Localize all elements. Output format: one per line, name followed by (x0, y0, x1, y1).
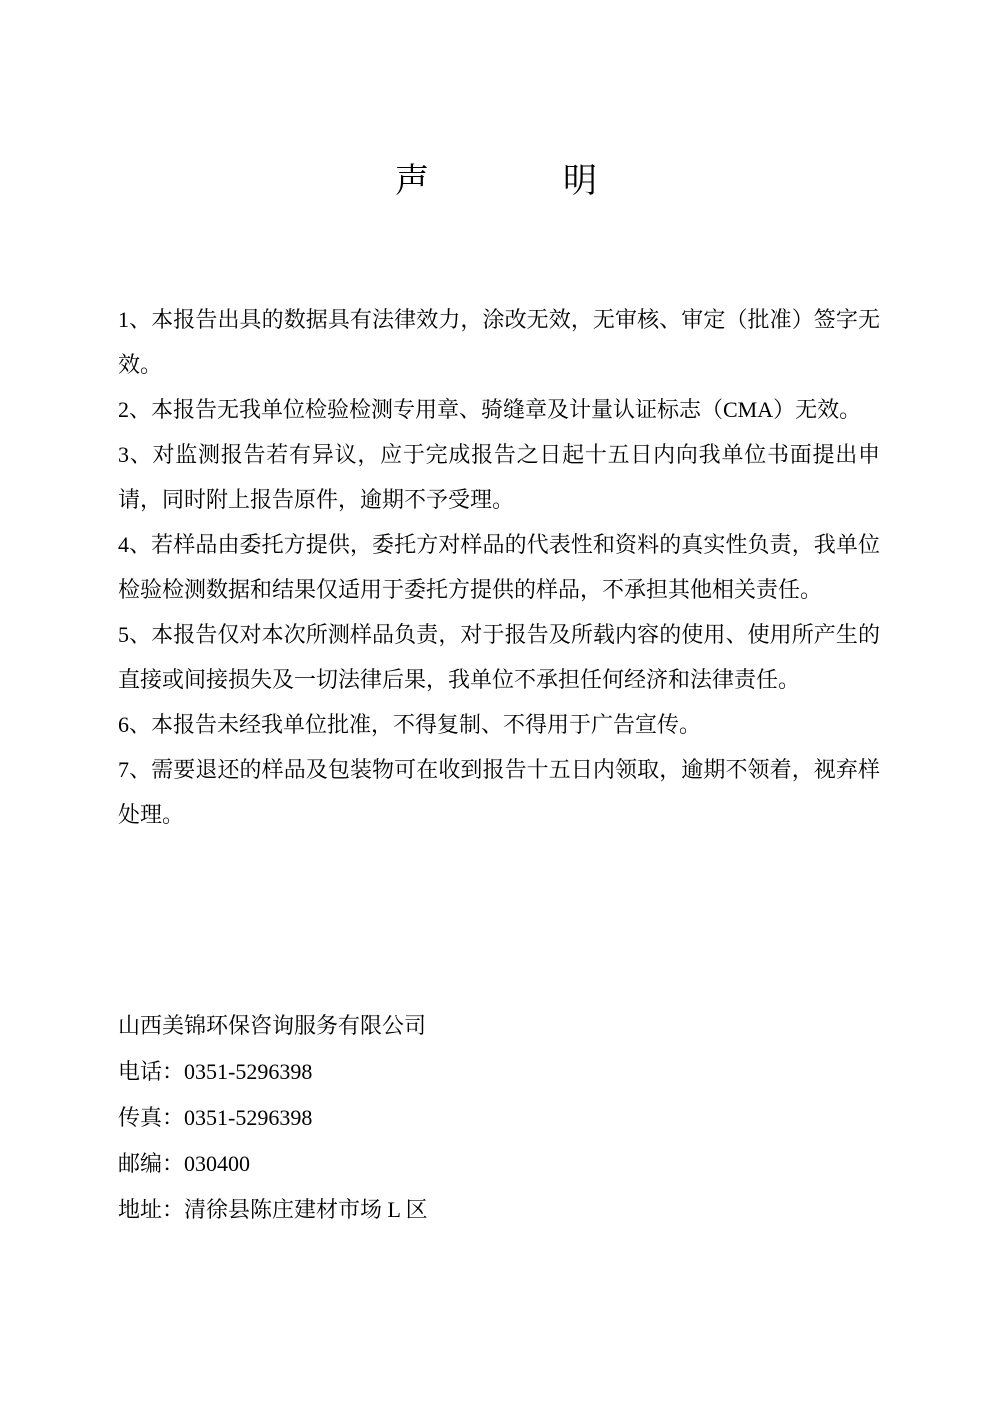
statement-item-1: 1、本报告出具的数据具有法律效力，涂改无效，无审核、审定（批准）签字无效。 (118, 307, 880, 377)
statement-item-4: 4、若样品由委托方提供，委托方对样品的代表性和资料的真实性负责，我单位检验检测数据和结果仅适用于委托方提供的样品，不承担其他相关责任。 (118, 532, 880, 602)
phone-line: 电话：0351-5296398 (118, 1059, 313, 1084)
contact-info (118, 1003, 718, 1233)
statement-item-5: 5、本报告仅对本次所测样品负责，对于报告及所载内容的使用、使用所产生的直接或间接损失及一切法律后果，我单位不承担任何经济和法律责任。 (118, 622, 880, 692)
title-char-sheng: 声 (395, 163, 429, 200)
company-name: 山西美锦环保咨询服务有限公司 (118, 1013, 427, 1038)
title-char-ming: 明 (563, 163, 597, 200)
statement-list (118, 297, 880, 837)
statement-item-7: 7、需要退还的样品及包装物可在收到报告十五日内领取，逾期不领着，视弃样处理。 (118, 757, 880, 827)
statement-item-2: 2、本报告无我单位检验检测专用章、骑缝章及计量认证标志（CMA）无效。 (118, 397, 862, 422)
page-title (0, 162, 992, 202)
address-line: 地址：清徐县陈庄建材市场 L 区 (118, 1197, 428, 1222)
statement-item-3: 3、对监测报告若有异议，应于完成报告之日起十五日内向我单位书面提出申请，同时附上报告原件，逾期不予受理。 (118, 442, 880, 512)
postal-code-line: 邮编：030400 (118, 1151, 251, 1176)
fax-line: 传真：0351-5296398 (118, 1105, 313, 1130)
statement-item-6: 6、本报告未经我单位批准，不得复制、不得用于广告宣传。 (118, 712, 702, 737)
